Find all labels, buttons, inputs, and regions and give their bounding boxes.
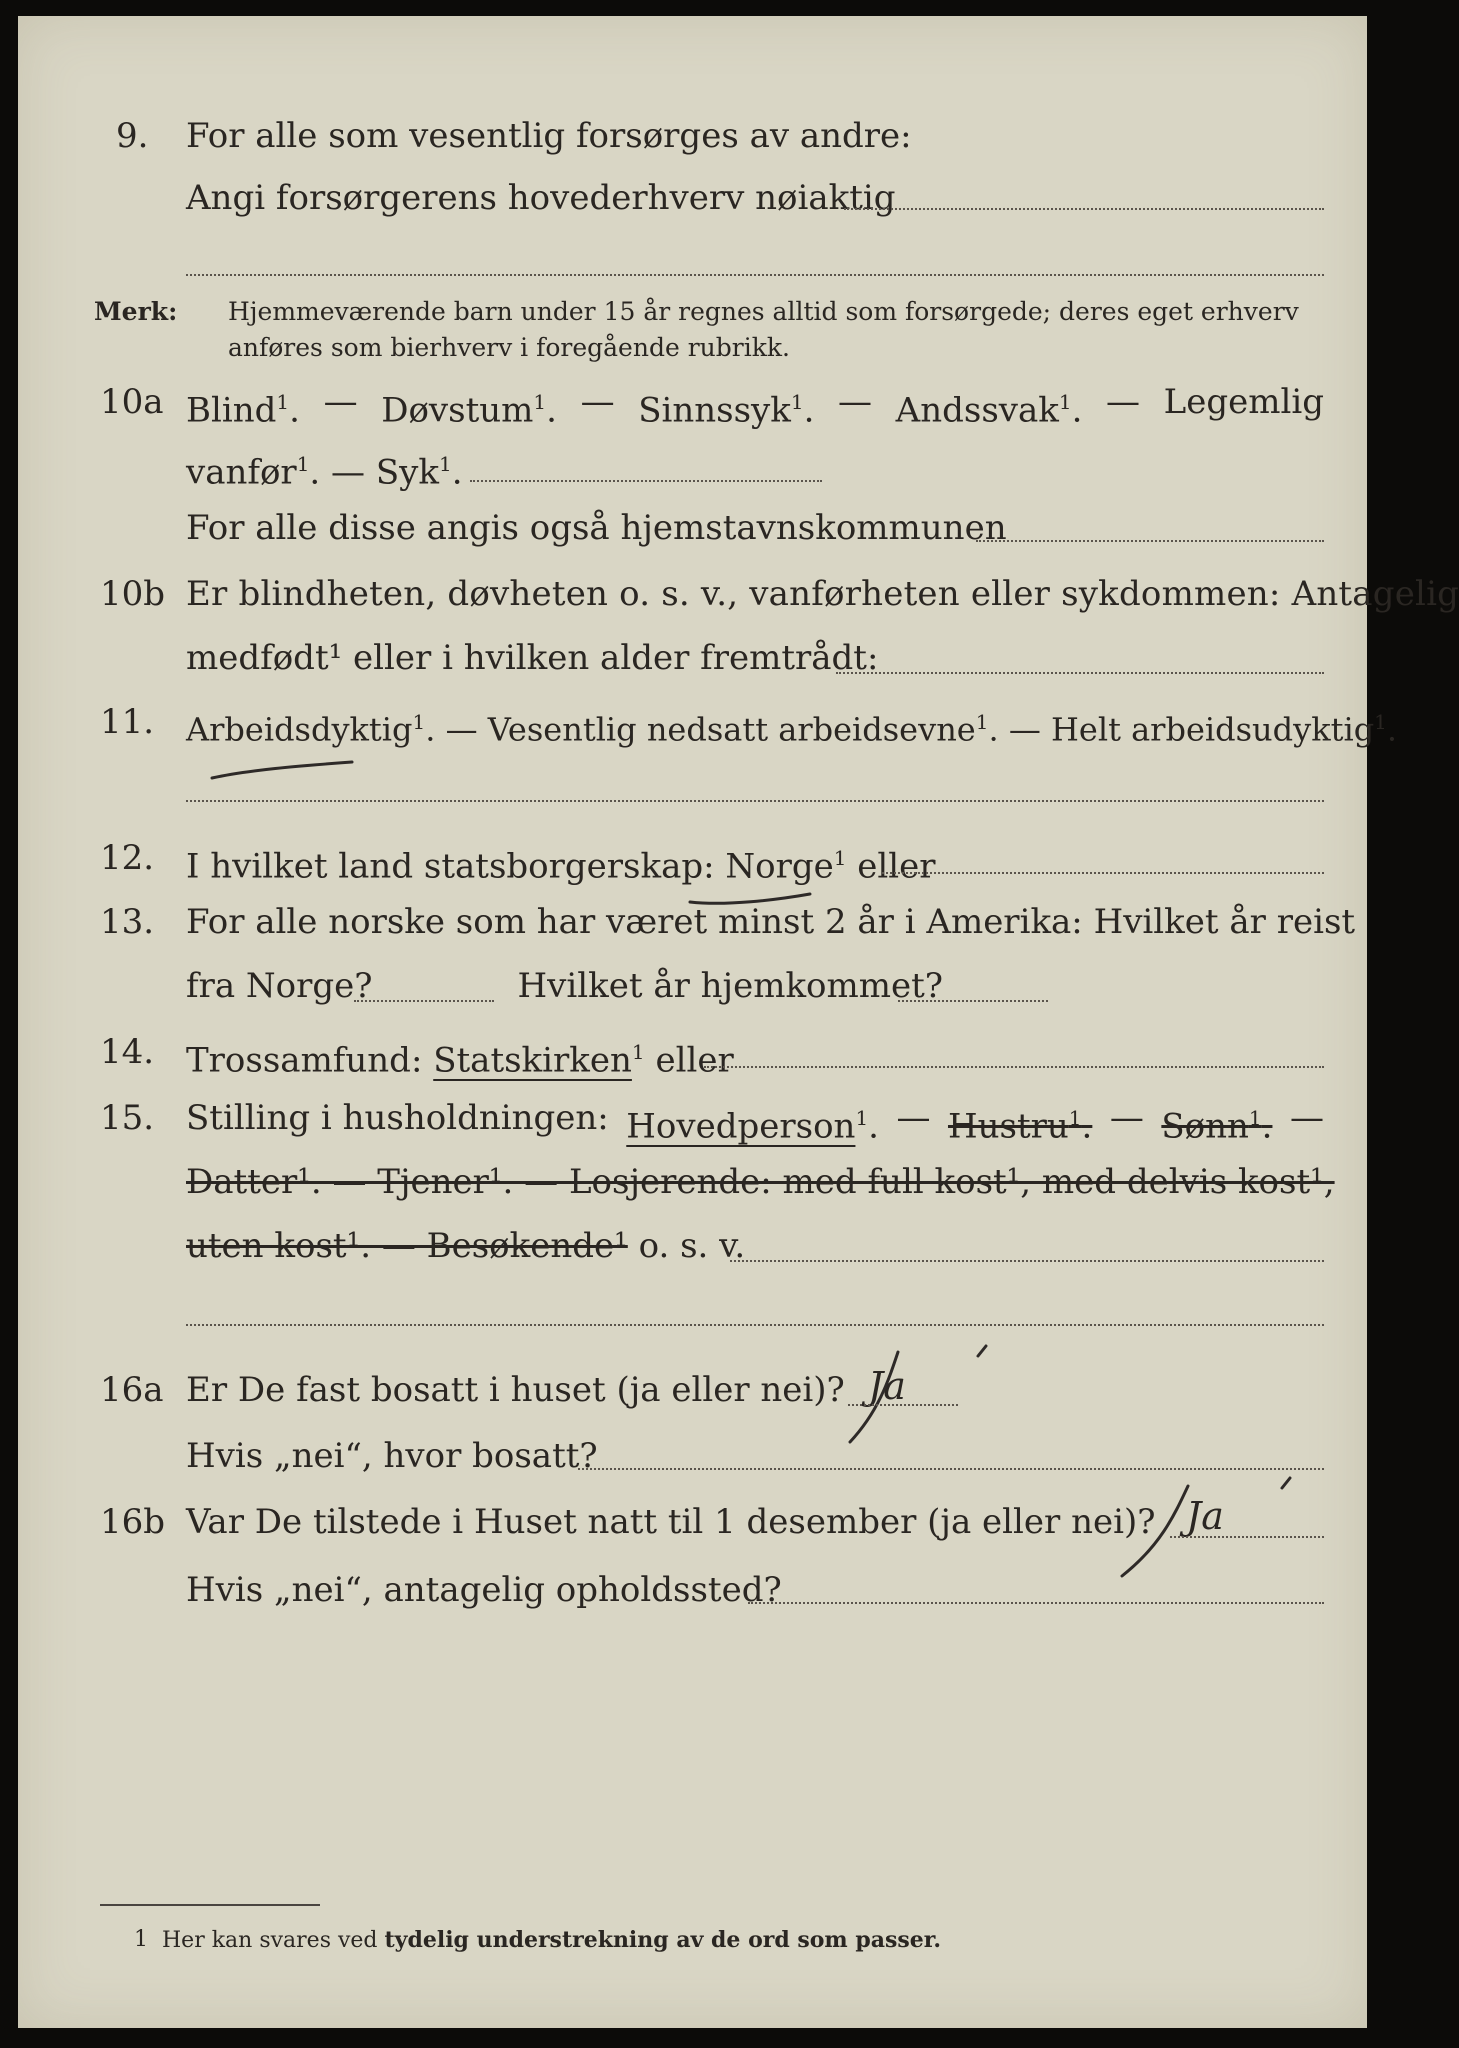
q12-answer-norge: Norge	[725, 846, 834, 887]
q13-hjemkommet: Hvilket år hjemkommet?	[517, 966, 944, 1006]
q10a-line3: For alle disse angis også hjemstavnskommunen	[186, 508, 1007, 548]
q16a-bosatt-line	[578, 1468, 1324, 1470]
census-form-page	[18, 16, 1459, 2028]
footnote-text-a: Her kan svares ved	[162, 1928, 378, 1953]
dash: —	[323, 382, 358, 422]
q15-osv: o. s. v.	[638, 1226, 746, 1266]
q16a-line2: Hvis „nei“, hvor bosatt?	[186, 1436, 598, 1476]
footnote-mark: 1	[134, 1927, 148, 1952]
dash: —	[1008, 710, 1041, 749]
q12-number: 12.	[100, 838, 155, 878]
dash: —	[1289, 1098, 1324, 1138]
q15-struck-besokende: uten kost¹. — Besøkende¹	[186, 1226, 628, 1266]
q16a-answer-line	[848, 1404, 958, 1406]
q13-reist-line	[354, 1000, 494, 1002]
merk-label: Merk:	[94, 297, 178, 326]
q16b-answer-line	[1170, 1536, 1324, 1538]
q13-hjemkommet-line	[898, 1000, 1048, 1002]
q10b-line2: medfødt¹ eller i hvilken alder fremtrådt:	[186, 638, 879, 678]
q15-question: Stilling i husholdningen:	[186, 1098, 609, 1138]
merk-line1: Hjemmeværende barn under 15 år regnes alltid som forsørgede; deres eget erhverv	[228, 297, 1299, 326]
q9-answer-line	[844, 208, 1324, 210]
q10a-opt-vanfor: vanfør	[186, 452, 297, 493]
q14-number: 14.	[100, 1032, 155, 1072]
q9-answer-line-2	[186, 274, 1324, 276]
q10a-opt-syk: Syk	[375, 452, 439, 493]
q16a-ink-stroke	[828, 1342, 998, 1452]
q10a-line2: vanfør$^1$. — Syk$^1$.	[186, 452, 463, 493]
q9-line2: Angi forsørgerens hovederhverv nøiaktig	[186, 178, 896, 218]
dash: —	[580, 382, 615, 422]
q11-opt-arbeidsdyktig: Arbeidsdyktig	[186, 710, 413, 749]
q15-line3	[186, 1224, 745, 1268]
q10b-number: 10b	[100, 574, 166, 614]
dash: —	[445, 710, 478, 749]
q10a-opt-dovstum: Døvstum$^1$.	[381, 390, 557, 431]
q11-underline-ink	[208, 756, 358, 786]
q10a-syk-line	[470, 480, 822, 482]
q13-line2	[186, 964, 943, 1008]
q9-line1: For alle som vesentlig forsørges av andre:	[186, 116, 912, 156]
dash: —	[896, 1098, 931, 1138]
dash: —	[1109, 1098, 1144, 1138]
q16a-line1: Er De fast bosatt i huset (ja eller nei)?	[186, 1370, 845, 1410]
q15-number: 15.	[100, 1098, 155, 1138]
q11-answer-line	[186, 800, 1324, 802]
q15-answer-hovedperson: Hovedperson$^1$.	[626, 1106, 879, 1147]
q15-opt-hustru: Hustru$^1$.	[947, 1106, 1093, 1147]
q10a-opt-sinnssyk: Sinnssyk$^1$.	[638, 390, 815, 431]
q11-opt-udyktig: Helt arbeidsudyktig	[1050, 710, 1375, 749]
dash: —	[1106, 382, 1141, 422]
q14-question: Trossamfund:	[186, 1040, 423, 1081]
q14-answer-statskirken: Statskirken	[433, 1040, 632, 1081]
q11-opt-nedsatt: Vesentlig nedsatt arbeidsevne	[487, 710, 976, 749]
q12-eller: eller	[857, 846, 936, 887]
q16b-ink-stroke	[1108, 1476, 1298, 1586]
dash: —	[331, 452, 366, 493]
q10b-line1: Er blindheten, døvheten o. s. v., vanførheten eller sykdommen: Antagelig	[186, 574, 1459, 614]
footnote-text	[162, 1922, 941, 1959]
q10a-opt-legemlig: Legemlig	[1163, 382, 1324, 422]
q11-number: 11.	[100, 702, 155, 742]
q12-question: I hvilket land statsborgerskap:	[186, 846, 715, 887]
q10a-kommune-line	[976, 540, 1324, 542]
q14-eller: eller	[655, 1040, 734, 1081]
q16b-opholdssted-line	[748, 1602, 1324, 1604]
q15-opt-sonn: Sønn$^1$.	[1161, 1106, 1273, 1147]
q16b-line1: Var De tilstede i Huset natt til 1 desember (ja eller nei)?	[186, 1502, 1156, 1542]
q10a-opt-andssvak: Andssvak$^1$.	[895, 390, 1083, 431]
merk-line2: anføres som bierhverv i foregående rubrikk.	[228, 333, 790, 362]
q10a-number: 10a	[100, 382, 164, 422]
q16b-number: 16b	[100, 1502, 166, 1542]
footnote-rule	[100, 1904, 320, 1906]
q11-line: Arbeidsdyktig$^1$. — Vesentlig nedsatt arbeidsevne$^1$. — Helt arbeidsudyktig$^1$.	[186, 710, 1398, 749]
footnote-text-b: tydelig understrekning av de ord som passer.	[384, 1927, 942, 1953]
q15-line2-struck: Datter¹. — Tjener¹. — Losjerende: med full kost¹, med delvis kost¹,	[186, 1162, 1335, 1202]
q16b-line2: Hvis „nei“, antagelig opholdssted?	[186, 1570, 782, 1610]
q15-line1	[186, 1096, 1324, 1148]
q13-line1: For alle norske som har været minst 2 år i Amerika: Hvilket år reist	[186, 902, 1356, 942]
q16a-handwritten-answer: Ja	[868, 1364, 906, 1408]
dash: —	[838, 382, 873, 422]
q13-reist: fra Norge?	[186, 966, 373, 1006]
q14-line: Trossamfund: Statskirken$^1$ eller	[186, 1040, 734, 1081]
q10a-opt-blind: Blind$^1$.	[186, 390, 300, 431]
q10b-answer-line	[836, 672, 1324, 674]
q9-number: 9.	[116, 116, 149, 156]
q16b-handwritten-answer: Ja	[1186, 1494, 1224, 1538]
q16a-number: 16a	[100, 1370, 164, 1410]
q15-answer-line	[730, 1260, 1324, 1262]
q13-number: 13.	[100, 902, 155, 942]
q12-answer-line	[882, 872, 1324, 874]
q14-answer-line	[704, 1066, 1324, 1068]
q15-answer-line-2	[186, 1324, 1324, 1326]
q10a-line1	[186, 380, 1324, 432]
q12-line: I hvilket land statsborgerskap: Norge$^1$ eller	[186, 846, 936, 887]
